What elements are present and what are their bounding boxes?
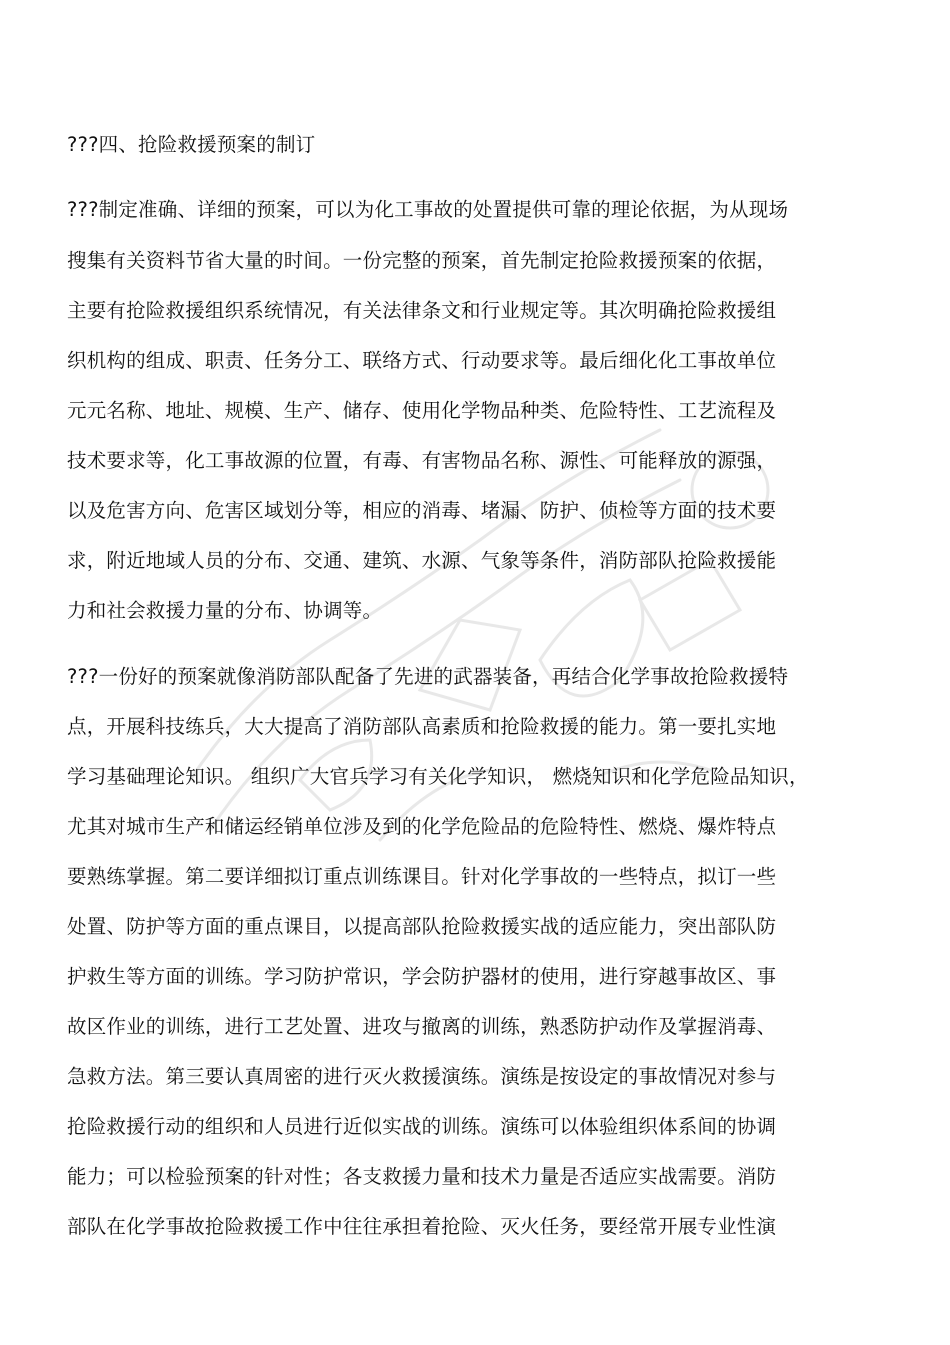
paragraph-line: 部队在化学事故抢险救援工作中往往承担着抢险、灭火任务，要经常开展专业性演	[67, 1215, 777, 1238]
paragraph-line: 元元名称、地址、规模、生产、储存、使用化学物品种类、危险特性、工艺流程及	[67, 399, 777, 422]
paragraph-line: 求，附近地域人员的分布、交通、建筑、水源、气象等条件，消防部队抢险救援能	[67, 549, 777, 572]
paragraph-line: 织机构的组成、职责、任务分工、联络方式、行动要求等。最后细化化工事故单位	[67, 349, 777, 372]
paragraph-line: 要熟练掌握。第二要详细拟订重点训练课目。针对化学事故的一些特点，拟订一些	[67, 865, 777, 888]
paragraph-line: 故区作业的训练，进行工艺处置、进攻与撤离的训练，熟悉防护动作及掌握消毒、	[67, 1015, 777, 1038]
paragraph-line: ???制定准确、详细的预案，可以为化工事故的处置提供可靠的理论依据，为从现场	[67, 198, 789, 221]
paragraph-line: 搜集有关资料节省大量的时间。一份完整的预案，首先制定抢险救援预案的依据，	[67, 249, 777, 272]
paragraph-line: 处置、防护等方面的重点课目，以提高部队抢险救援实战的适应能力，突出部队防	[67, 915, 777, 938]
paragraph-line: 力和社会救援力量的分布、协调等。	[67, 599, 383, 622]
paragraph-line: 尤其对城市生产和储运经销单位涉及到的化学危险品的危险特性、燃烧、爆炸特点	[67, 815, 777, 838]
paragraph-line: 能力；可以检验预案的针对性；各支救援力量和技术力量是否适应实战需要。消防	[67, 1165, 777, 1188]
section-heading: ???四、抢险救援预案的制订	[67, 133, 316, 156]
paragraph-line: 急救方法。第三要认真周密的进行灭火救援演练。演练是按设定的事故情况对参与	[67, 1065, 777, 1088]
paragraph-line: 抢险救援行动的组织和人员进行近似实战的训练。演练可以体验组织体系间的协调	[67, 1115, 777, 1138]
paragraph-line: 主要有抢险救援组织系统情况，有关法律条文和行业规定等。其次明确抢险救援组	[67, 299, 777, 322]
paragraph-line: 点，开展科技练兵，大大提高了消防部队高素质和抢险救援的能力。第一要扎实地	[67, 715, 777, 738]
paragraph-line: 护救生等方面的训练。学习防护常识，学会防护器材的使用，进行穿越事故区、事	[67, 965, 777, 988]
paragraph-line: 以及危害方向、危害区域划分等，相应的消毒、堵漏、防护、侦检等方面的技术要	[67, 499, 777, 522]
paragraph-line: 学习基础理论知识。 组织广大官兵学习有关化学知识， 燃烧知识和化学危险品知识，	[67, 765, 809, 788]
paragraph-line: ???一份好的预案就像消防部队配备了先进的武器装备，再结合化学事故抢险救援特	[67, 665, 789, 688]
paragraph-line: 技术要求等，化工事故源的位置，有毒、有害物品名称、源性、可能释放的源强，	[67, 449, 777, 472]
